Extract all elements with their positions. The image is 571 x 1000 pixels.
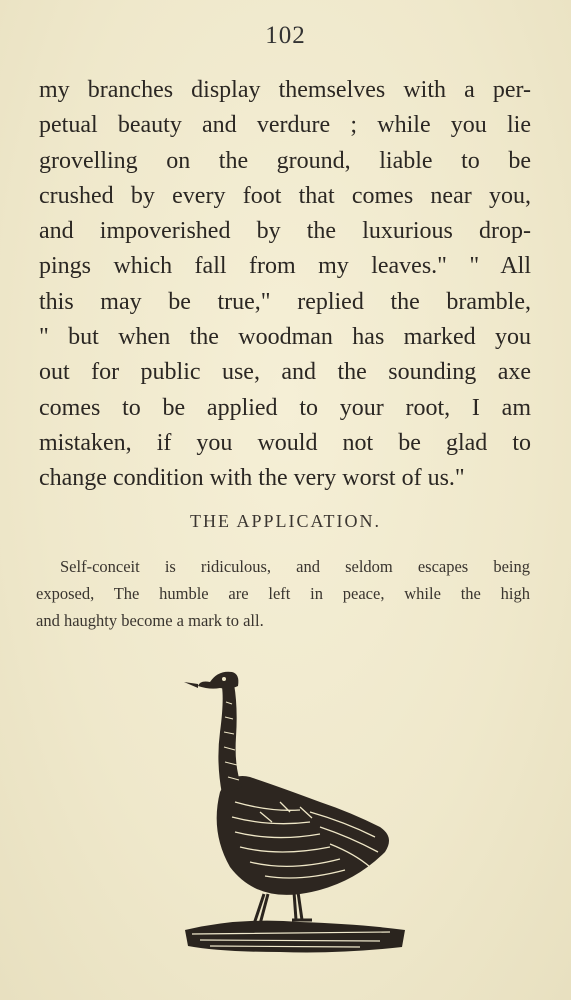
moral-line: and haughty become a mark to all. <box>36 611 264 630</box>
fable-text <box>39 73 531 497</box>
text-line: pings which fall from my leaves." " All <box>39 253 531 280</box>
text-line: petual beauty and verdure ; while you lie <box>39 112 531 139</box>
page-number: 102 <box>265 22 306 49</box>
text-line: and impoverished by the luxurious drop- <box>39 218 531 245</box>
text-line: grovelling on the ground, liable to be <box>39 147 531 174</box>
moral-line: Self-conceit is ridiculous, and seldom escapes being <box>60 557 530 576</box>
text-line: crushed by every foot that comes near you, <box>39 182 531 209</box>
bird-woodcut-illustration <box>180 662 410 962</box>
text-line: out for public use, and the sounding axe <box>39 359 531 386</box>
text-line: comes to be applied to your root, I am <box>39 394 531 421</box>
application-heading: THE APPLICATION. <box>189 511 381 531</box>
text-line: this may be true," replied the bramble, <box>39 288 531 315</box>
text-line: " but when the woodman has marked you <box>39 324 531 351</box>
moral-line: exposed, The humble are left in peace, while the high <box>36 584 530 603</box>
text-line: my branches display themselves with a per- <box>39 77 531 103</box>
moral-text <box>36 553 530 634</box>
text-line: change condition with the very worst of us." <box>39 465 465 492</box>
text-line: mistaken, if you would not be glad to <box>39 429 531 456</box>
